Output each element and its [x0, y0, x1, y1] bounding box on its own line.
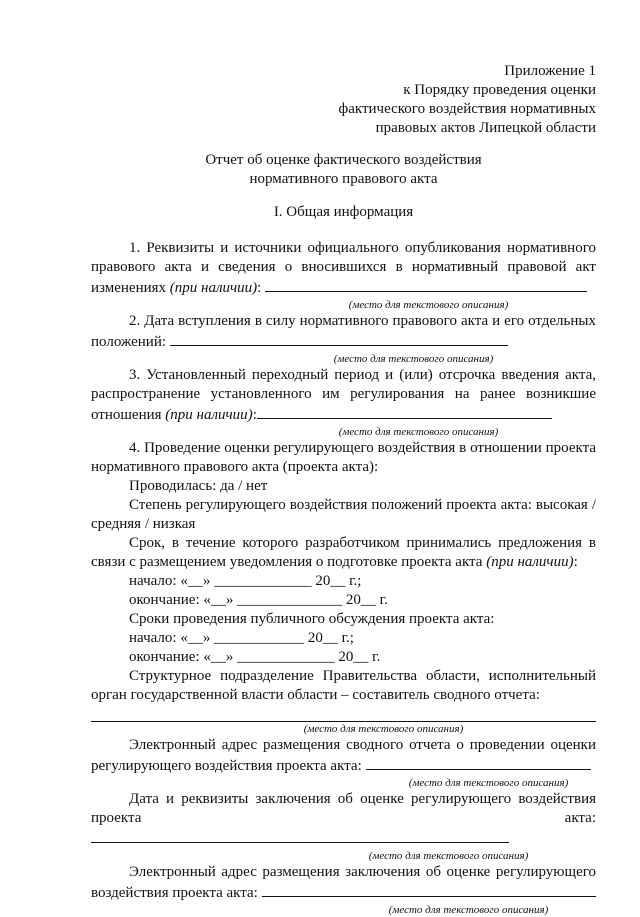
public-term: Сроки проведения публичного обсуждения проекта акта: [129, 611, 495, 627]
public-start: начало: «__» ____________ 20__ г.; [129, 630, 354, 646]
conclusion-address [91, 863, 596, 903]
item-2 [91, 312, 596, 352]
item-3-hint: (место для текстового описания) [338, 426, 499, 438]
responsible-unit-hint: (место для текстового описания) [303, 723, 464, 735]
responsible-unit: Структурное подразделение Правительства области, исполнительный орган государственной власти области – составитель сводного отчета: [91, 668, 596, 703]
conclusion-details-hint: (место для текстового описания) [368, 850, 529, 862]
appendix-line-1: Приложение 1 [504, 63, 596, 79]
item-1-italic: (при наличии) [169, 280, 258, 296]
appendix-line-3: фактического воздействия нормативных [338, 101, 596, 117]
item-4-term-text: Срок, в течение которого разработчиком принимались предложения в связи с размещением уведомления о подготовке проекта акта [91, 535, 596, 570]
report-title-line-2: нормативного правового акта [249, 171, 438, 187]
item-3-field[interactable] [257, 404, 552, 419]
item-4-degree: Степень регулирующего воздействия положений проекта акта: высокая / средняя / низкая [91, 497, 596, 532]
item-2-field[interactable] [170, 331, 508, 346]
conclusion-address-text: Электронный адрес размещения заключения об оценке регулирующего воздействия проекта акта: [91, 864, 596, 901]
item-1 [91, 239, 596, 298]
conclusion-address-hint: (место для текстового описания) [388, 904, 549, 916]
responsible-unit-field[interactable] [91, 705, 596, 722]
summary-report-address-hint: (место для текстового описания) [408, 777, 569, 789]
term-end: окончание: «__» ______________ 20__ г. [129, 592, 388, 608]
item-1-tail: : [257, 280, 266, 296]
item-4-held: Проводилась: да / нет [129, 478, 268, 494]
item-1-field[interactable] [265, 277, 587, 292]
appendix-line-2: к Порядку проведения оценки [403, 82, 596, 98]
appendix-line-4: правовых актов Липецкой области [375, 120, 596, 136]
term-start: начало: «__» _____________ 20__ г.; [129, 573, 362, 589]
item-3-tail: : [252, 407, 257, 423]
appendix-header [91, 62, 596, 138]
document-page [91, 62, 596, 917]
conclusion-details-field[interactable] [91, 828, 509, 843]
item-4-term [91, 534, 596, 572]
report-title [91, 151, 596, 189]
item-1-text: 1. Реквизиты и источники официального опубликования нормативного правового акта и сведения о вносившихся в нормативный правовой акт изменениях [91, 240, 596, 296]
conclusion-details [91, 790, 596, 849]
summary-report-address-text: Электронный адрес размещения сводного отчета о проведении оценки регулирующего воздействия проекта акта: [91, 737, 596, 774]
public-end: окончание: «__» _____________ 20__ г. [129, 649, 381, 665]
item-3 [91, 366, 596, 425]
item-3-italic: (при наличии) [165, 407, 253, 423]
item-4-term-tail: : [573, 554, 578, 570]
summary-report-address-field[interactable] [366, 755, 591, 770]
conclusion-details-text: Дата и реквизиты заключения об оценке регулирующего воздействия проекта акта: [91, 791, 596, 826]
summary-report-address [91, 736, 596, 776]
section-title: I. Общая информация [273, 204, 414, 220]
item-3-text: 3. Установленный переходный период и (или) отсрочка введения акта, распространение установленного им регулирования на ранее возникшие отношения [91, 367, 596, 423]
item-4-term-italic: (при наличии) [486, 554, 574, 570]
item-2-hint: (место для текстового описания) [333, 353, 494, 365]
conclusion-address-field[interactable] [262, 882, 596, 897]
report-title-line-1: Отчет об оценке фактического воздействия [205, 152, 482, 168]
item-1-hint: (место для текстового описания) [348, 299, 509, 311]
item-4: 4. Проведение оценки регулирующего воздействия в отношении проекта нормативного правового акта (проекта акта): [91, 440, 596, 475]
item-2-text: 2. Дата вступления в силу нормативного правового акта и его отдельных положений: [91, 313, 596, 350]
